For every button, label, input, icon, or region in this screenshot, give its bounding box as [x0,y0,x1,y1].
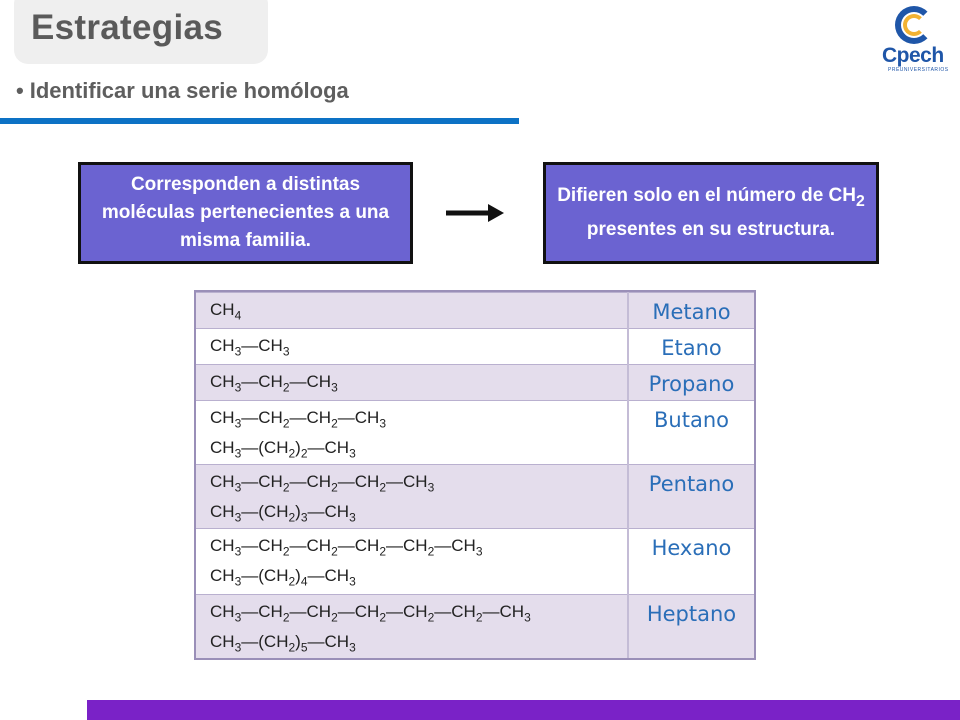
alkane-name: Etano [661,336,722,360]
alkane-name: Pentano [648,472,735,496]
slide-title: Estrategias [31,8,224,47]
alkane-name: Butano [654,408,729,432]
alkane-formula: $CH_3—(CH_2)_5—CH_3$ [210,632,356,655]
definition-left-text: Corresponden a distintas moléculas pertenecientes a una misma familia. [101,174,390,251]
subtitle-text: Identificar una serie homóloga [29,78,349,103]
alkane-formula: $CH_3—CH_2—CH_2—CH_2—CH_2—CH_2—CH_3$ [210,602,531,625]
column-divider [627,292,629,658]
alkane-formula: $CH_3—CH_3$ [210,336,290,359]
alkane-formula: $CH_3—(CH_2)_4—CH_3$ [210,566,356,589]
definition-right-text: Difieren solo en el número de $CH_2$ presentes en su estructura. [557,185,865,240]
logo-subtext: PREUNIVERSITARIOS [888,67,949,73]
cpech-logo [878,6,950,72]
definition-box-left [78,162,413,264]
logo-c-inner-icon [903,14,925,36]
alkane-table [194,290,756,660]
accent-rule [0,118,519,124]
alkane-name: Hexano [651,536,732,560]
alkane-formula: $CH_3—(CH_2)_2—CH_3$ [210,438,356,461]
logo-text: Cpech [882,44,944,67]
ch2-subscript: 2 [855,192,865,210]
alkane-formula: $CH_3—CH_2—CH_2—CH_3$ [210,408,386,431]
alkane-formula: $CH_3—CH_2—CH_3$ [210,372,338,395]
alkane-name: Heptano [646,602,737,626]
definition-box-right [543,162,879,264]
alkane-formula: $CH_3—(CH_2)_3—CH_3$ [210,502,356,525]
arrow-right-icon [446,201,506,225]
footer-bar [87,700,960,720]
alkane-name: Propano [648,372,735,396]
alkane-formula: $CH_3—CH_2—CH_2—CH_2—CH_2—CH_3$ [210,536,483,559]
alkane-formula: $CH_3—CH_2—CH_2—CH_2—CH_3$ [210,472,435,495]
bullet: • [16,78,24,103]
alkane-name: Metano [652,300,731,324]
subtitle [16,78,349,104]
alkane-formula: $CH_4$ [210,300,242,323]
